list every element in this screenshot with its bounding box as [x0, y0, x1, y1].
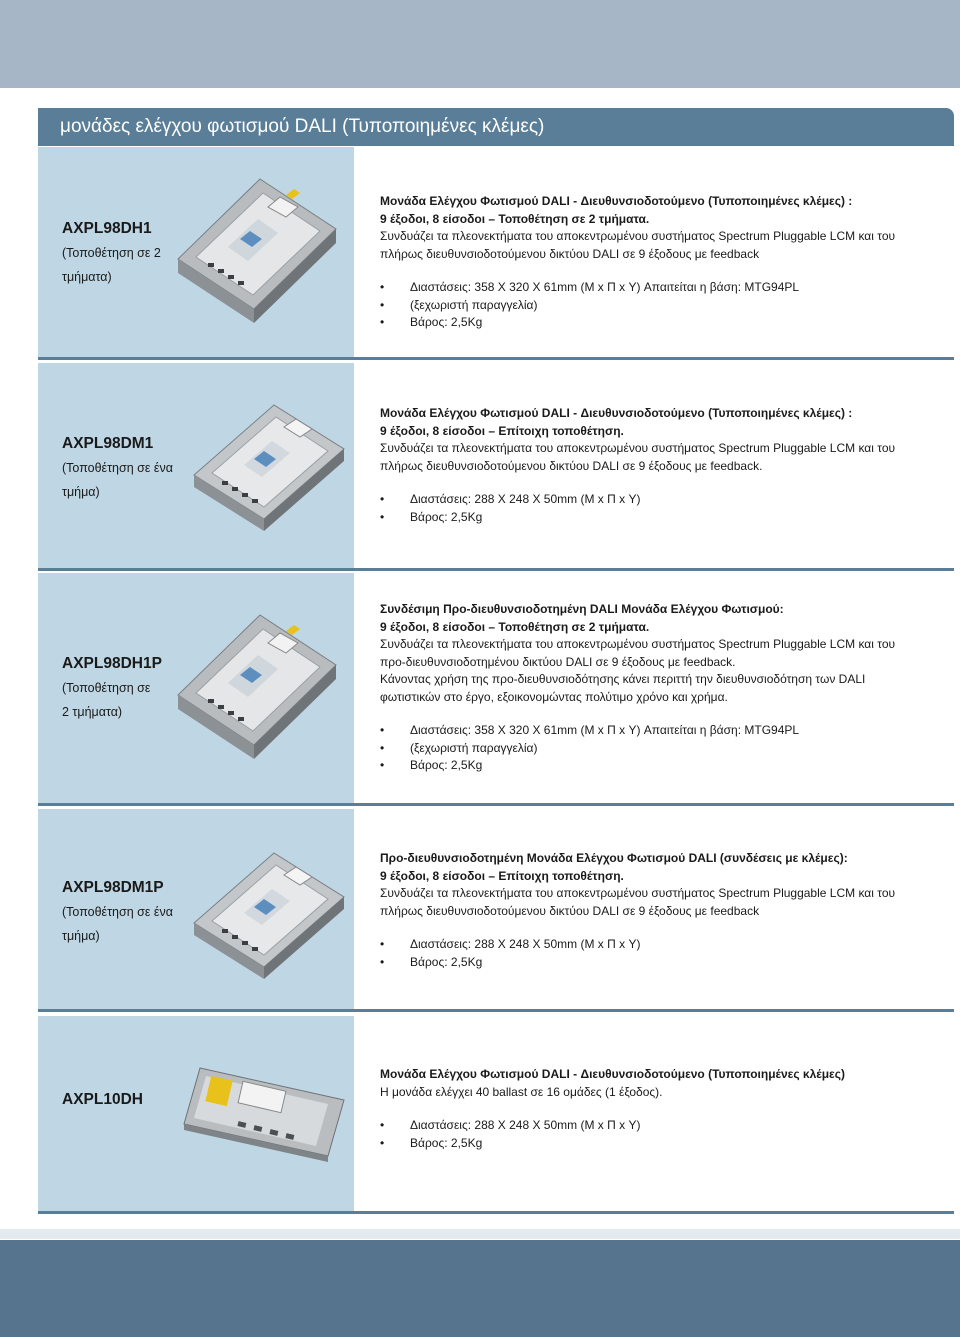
product-image-panel [38, 363, 354, 568]
spec-list [380, 1117, 940, 1152]
product-heading: Συνδέσιμη Προ-διευθυνσιοδοτημένη DALI Μονάδα Ελέγχου Φωτισμού: [380, 602, 784, 616]
spec-item: • Βάρος: 2,5Kg [380, 509, 940, 527]
product-text: Κάνοντας χρήση της προ-διευθυνσιοδότησης κάνει περιττή την διευθυνσιοδότηση των DALI [380, 672, 866, 686]
product-text: Συνδυάζει τα πλεονεκτήματα του αποκεντρωμένου συστήματος Spectrum Pluggable LCM και του [380, 441, 896, 455]
spec-item: • Διαστάσεις: 358 X 320 X 61mm (Μ x Π x Υ) Απαιτείται η βάση: MTG94PL [380, 279, 940, 297]
product-row [38, 147, 954, 360]
spec-item: • Βάρος: 2,5Kg [380, 757, 940, 775]
model-label [62, 217, 182, 289]
mounting-note: (Τοποθέτηση σε [62, 681, 151, 695]
spec-list [380, 279, 940, 332]
spec-item: • Βάρος: 2,5Kg [380, 954, 940, 972]
product-image-panel [38, 809, 354, 1009]
product-heading: Μονάδα Ελέγχου Φωτισμού DALI - Διευθυνσιοδοτούμενο (Τυποποιημένες κλέμες) : [380, 194, 853, 208]
control-unit-image [188, 401, 348, 536]
product-text: Η μονάδα ελέγχει 40 ballast σε 16 ομάδες (1 έξοδος). [380, 1084, 663, 1099]
control-unit-image [168, 613, 338, 763]
model-code: AXPL98DM1 [62, 435, 154, 452]
product-row [38, 809, 954, 1012]
spec-item: • Βάρος: 2,5Kg [380, 314, 940, 332]
spec-item: • Διαστάσεις: 358 X 320 X 61mm (Μ x Π x Υ) Απαιτείται η βάση: MTG94PL [380, 722, 940, 740]
spec-item: • (ξεχωριστή παραγγελία) [380, 740, 940, 758]
spec-item: • Διαστάσεις: 288 X 248 X 50mm (Μ x Π x Υ) [380, 1117, 940, 1135]
product-description [380, 1066, 940, 1152]
product-subheading: 9 έξοδοι, 8 είσοδοι – Τοποθέτηση σε 2 τμήματα. [380, 619, 650, 634]
spec-item: • Διαστάσεις: 288 X 248 X 50mm (Μ x Π x Υ) [380, 936, 940, 954]
product-heading: Προ-διευθυνσιοδοτημένη Μονάδα Ελέγχου Φωτισμού DALI (συνδέσεις με κλέμες): [380, 851, 848, 865]
product-image-panel [38, 147, 354, 357]
product-heading: Μονάδα Ελέγχου Φωτισμού DALI - Διευθυνσιοδοτούμενο (Τυποποιημένες κλέμες) [380, 1067, 845, 1081]
model-code: AXPL98DH1P [62, 655, 162, 672]
product-subheading: 9 έξοδοι, 8 είσοδοι – Επίτοιχη τοποθέτηση. [380, 423, 624, 438]
mounting-note: (Τοποθέτηση σε ένα [62, 461, 173, 475]
model-label [62, 1088, 182, 1112]
model-label [62, 652, 182, 724]
product-row [38, 1016, 954, 1214]
mounting-note: 2 τμήματα) [62, 705, 123, 719]
product-text: Συνδυάζει τα πλεονεκτήματα του αποκεντρωμένου συστήματος Spectrum Pluggable LCM και του [380, 637, 896, 651]
product-text: πλήρως διευθυνσιοδοτούμενου δικτύου DALI σε 9 έξοδους με feedback [380, 903, 760, 918]
mounting-note: (Τοποθέτηση σε ένα [62, 905, 173, 919]
product-image-panel [38, 1016, 354, 1211]
spec-item: • Διαστάσεις: 288 X 248 X 50mm (Μ x Π x Υ) [380, 491, 940, 509]
model-code: AXPL10DH [62, 1091, 143, 1108]
product-text: φωτιστικών στο έργο, εξοικονομώντας πολύτιμο χρόνο και χρήμα. [380, 689, 728, 704]
product-description [380, 193, 940, 332]
spec-list [380, 936, 940, 971]
product-subheading: 9 έξοδοι, 8 είσοδοι – Επίτοιχη τοποθέτηση. [380, 868, 624, 883]
mounting-note: τμήμα) [62, 485, 100, 499]
product-subheading: 9 έξοδοι, 8 είσοδοι – Τοποθέτηση σε 2 τμήματα. [380, 211, 650, 226]
model-label [62, 876, 182, 948]
footer-stripe [0, 1229, 960, 1239]
product-description [380, 601, 940, 775]
product-row [38, 573, 954, 806]
product-description [380, 405, 940, 526]
mounting-note: (Τοποθέτηση σε 2 [62, 246, 161, 260]
mounting-note: τμήμα) [62, 929, 100, 943]
product-text: προ-διευθυνσιοδοτημένου δικτύου DALI σε 9 έξοδους με feedback. [380, 654, 736, 669]
product-text: Συνδυάζει τα πλεονεκτήματα του αποκεντρωμένου συστήματος Spectrum Pluggable LCM και του [380, 886, 896, 900]
control-unit-image [168, 177, 338, 327]
mounting-note: τμήματα) [62, 270, 112, 284]
footer-band [0, 1240, 960, 1337]
model-code: AXPL98DH1 [62, 220, 152, 237]
model-label [62, 432, 182, 504]
spec-item: • Βάρος: 2,5Kg [380, 1135, 940, 1153]
model-code: AXPL98DM1P [62, 879, 164, 896]
page-title: μονάδες ελέγχου φωτισμού DALI (Τυποποιημένες κλέμες) [38, 108, 954, 146]
product-text: πλήρως διευθυνσιοδοτούμενου δικτύου DALI σε 9 έξοδους με feedback [380, 246, 760, 261]
control-unit-image [178, 1064, 348, 1164]
spec-list [380, 491, 940, 526]
spec-list [380, 722, 940, 775]
product-heading: Μονάδα Ελέγχου Φωτισμού DALI - Διευθυνσιοδοτούμενο (Τυποποιημένες κλέμες) : [380, 406, 853, 420]
product-row [38, 363, 954, 571]
product-description [380, 850, 940, 971]
product-text: πλήρως διευθυνσιοδοτούμενου δικτύου DALI σε 9 έξοδους με feedback. [380, 458, 763, 473]
control-unit-image [188, 849, 348, 984]
product-text: Συνδυάζει τα πλεονεκτήματα του αποκεντρωμένου συστήματος Spectrum Pluggable LCM και του [380, 229, 896, 243]
spec-item: • (ξεχωριστή παραγγελία) [380, 297, 940, 315]
product-image-panel [38, 573, 354, 803]
header-band [0, 0, 960, 88]
